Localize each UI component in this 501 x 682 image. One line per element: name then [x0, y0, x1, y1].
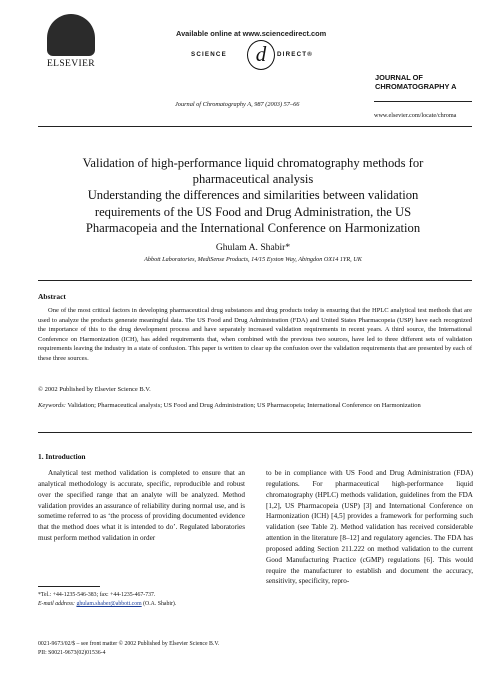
title-line-5: Pharmacopeia and the International Conference on Harmonization [85, 220, 421, 235]
sd-left-text: SCIENCE [191, 51, 227, 58]
pii-line: PII: S0021-9673(02)01536-4 [38, 649, 106, 656]
keywords [38, 401, 472, 411]
left-column-text: Analytical test method validation is completed to ensure that an analytical methodology is accurate, specific, reproducible and robust over the specified range that an analyte will be analyzed. Method validation provides an assurance of reliability during normal use, and is sometime referred to as ‘the process of providing documented evidence that the method does what it is intended to do’. Regulated laboratories must perform method validation in order [38, 469, 245, 543]
keywords-label: Keywords: [38, 402, 66, 409]
article-title [36, 155, 470, 236]
copyright-line: © 2002 Published by Elsevier Science B.V. [38, 386, 151, 393]
right-column-text: to be in compliance with US Food and Drug Administration (FDA) regulations. For pharmaceutical high-performance liquid chromatography (HPLC) methods validation, guidelines from the FDA [1,2], US Pharmacopeia (USP) [3] and International Conference on Harmonization (ICH) [4,5] provides a framework for performing such validation (see Table 2). Method validation has received considerable attention in the literature [8–12] and regulatory agencies. The FDA has proposed adding Section 211.222 on method validation to the current Good Manufacturing Practice (cGMP) regulations [6]. This would require the manufacturer to establish and document the accuracy, sensitivity, specificity, repro- [266, 469, 473, 586]
footnote [38, 591, 248, 609]
title-line-2: pharmaceutical analysis [192, 172, 314, 187]
footnote-email-line [38, 600, 248, 609]
sd-right-text: DIRECT® [277, 51, 313, 58]
footnote-tel: *Tel.: +44-1235-546-383; fax: +44-1235-467-737. [38, 592, 156, 598]
keywords-text: Validation; Pharmaceutical analysis; US Food and Drug Administration; US Pharmacopeia; International Conference on Harmonization [65, 402, 421, 409]
journal-name [375, 73, 456, 91]
title-line-1: Validation of high-performance liquid chromatography methods for [82, 156, 424, 170]
abstract-heading: Abstract [38, 292, 66, 301]
abstract-bottom-rule [38, 432, 472, 433]
sd-at-icon: d [247, 40, 275, 70]
journal-name-line1: JOURNAL OF [375, 73, 423, 82]
abstract-text: One of the most critical factors in developing pharmaceutical drug substances and drug products today is ensuring that the HPLC analytical test methods that are used to analyze the products generate meaningful data. The US Food and Drug Administration (FDA) and United States Pharmacopeia (USP) have each recognized the importance of this to the drug development process and have separately increased validation requirements in recent years. A third source, the International Conference on Harmonization (ICH), has added requirements that, when combined with the previous two sources, have led to three different sets of validation requirements leaving the industry in a state of confusion. This paper is written to clear up the confusion over the validation requirements that are presented by each of these three sources. [38, 307, 472, 362]
footnote-rule [38, 586, 100, 587]
author-name: Ghulam A. Shabir* [215, 242, 291, 253]
footnote-email-suffix: (O.A. Shabir). [141, 600, 177, 607]
publication-meta [38, 640, 219, 658]
abstract-top-rule [38, 280, 472, 281]
footnote-email-label: E-mail address: [38, 600, 75, 607]
available-online-text: Available online at www.sciencedirect.com [176, 29, 327, 38]
issn-line: 0021-9673/02/$ – see front matter © 2002 Published by Elsevier Science B.V. [38, 641, 220, 647]
journal-url-link[interactable]: www.elsevier.com/locate/chroma [374, 112, 457, 119]
journal-name-line2: CHROMATOGRAPHY A [375, 82, 457, 91]
elsevier-tree-icon [47, 14, 95, 56]
journal-name-rule [374, 101, 472, 102]
publisher-name: ELSEVIER [46, 59, 96, 69]
section-heading: 1. Introduction [38, 452, 86, 461]
sciencedirect-logo [191, 40, 325, 70]
title-line-4: requirements of the US Food and Drug Administration, the US [94, 204, 412, 219]
author-affiliation: Abbott Laboratories, MediSense Products, 14/15 Eyston Way, Abingdon OX14 1YR, UK [144, 256, 362, 263]
elsevier-logo [40, 14, 102, 72]
header-rule [38, 126, 472, 127]
footnote-email-link[interactable]: ghulam.shaber@abbott.com [76, 600, 142, 607]
journal-citation: Journal of Chromatography A, 987 (2003) 57–66 [175, 101, 300, 108]
title-line-3: Understanding the differences and similarities between validation [87, 188, 419, 203]
